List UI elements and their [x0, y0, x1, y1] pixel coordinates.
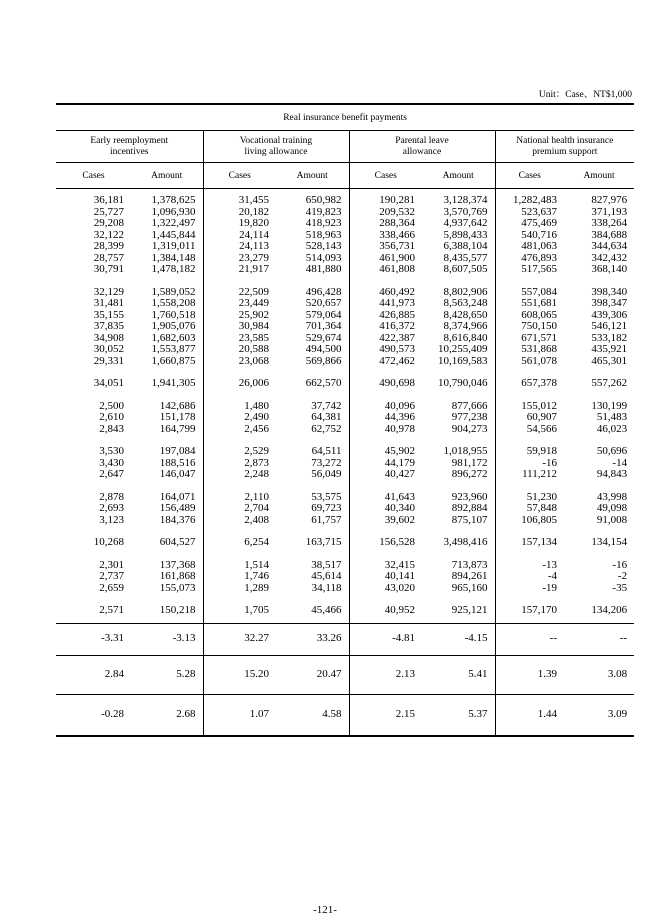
table-cell: 24,113: [203, 241, 276, 253]
table-cell: 8,607,505: [443, 263, 488, 275]
summary-row: [56, 694, 634, 736]
table-cell: 461,900: [349, 253, 422, 265]
table-row: [56, 356, 634, 368]
table-cell: 1,558,208: [151, 297, 196, 309]
table-cell: 481,880: [305, 263, 342, 275]
table-cell: 209,532: [349, 207, 422, 219]
table-cell: 46,023: [596, 422, 628, 435]
table-row: [56, 424, 634, 436]
table-cell: 2,878: [99, 490, 124, 503]
table-row: [56, 537, 634, 549]
summary-cell: -0.28: [56, 694, 131, 736]
table-cell: 40,340: [349, 503, 422, 515]
table-cell: 10,268: [93, 536, 124, 548]
table-cell: 37,742: [311, 399, 342, 412]
table-cell: 557,084: [495, 287, 564, 299]
table-cell: 94,843: [596, 468, 628, 480]
group-header: Vocational training living allowance: [203, 131, 349, 163]
column-header: Cases: [203, 163, 276, 189]
table-cell: 1,378,625: [151, 194, 196, 206]
table-cell: 40,427: [349, 469, 422, 481]
table-cell: 10,790,046: [438, 377, 488, 389]
table-cell: 4,937,642: [443, 217, 488, 229]
summary-cell: 5.41: [422, 655, 495, 694]
table-cell: 877,666: [451, 399, 488, 412]
table-cell: 150,218: [159, 604, 196, 616]
table-cell: 1,589,052: [151, 285, 196, 298]
table-row: [56, 571, 634, 583]
table-cell: 44,396: [349, 412, 422, 424]
table-cell: 34,051: [93, 377, 124, 389]
table-cell: -19: [495, 583, 564, 595]
table-cell: 31,455: [203, 195, 276, 207]
table-cell: 2,704: [203, 503, 276, 515]
table-cell: 460,492: [349, 287, 422, 299]
table-cell: -13: [495, 560, 564, 572]
table-cell: 2,571: [99, 604, 124, 616]
table-cell: 32,415: [349, 560, 422, 572]
summary-cell: 20.47: [276, 655, 349, 694]
table-cell: 151,178: [159, 411, 196, 423]
table-cell: 8,802,906: [443, 285, 488, 298]
table-cell: 60,907: [495, 412, 564, 424]
table-cell: 465,301: [591, 354, 628, 367]
table-cell: 51,483: [596, 411, 628, 423]
table-cell: 156,489: [159, 502, 196, 514]
table-cell: 827,976: [591, 194, 628, 206]
table-cell: 23,585: [203, 333, 276, 345]
table-cell: 518,963: [305, 228, 342, 241]
table-cell: 111,212: [495, 469, 564, 481]
table-cell: 2,110: [203, 492, 276, 504]
table-cell: 2,873: [203, 458, 276, 470]
table-cell: 671,571: [495, 333, 564, 345]
table-cell: 662,570: [305, 377, 342, 389]
table-cell: 20,588: [203, 344, 276, 356]
table-cell: 650,982: [305, 194, 342, 206]
table-cell: 39,602: [349, 515, 422, 527]
table-row: [56, 241, 634, 253]
table-cell: 3,570,769: [443, 205, 488, 218]
table-cell: 551,681: [495, 298, 564, 310]
table-cell: 1,282,483: [495, 195, 564, 207]
table-cell: 54,566: [495, 424, 564, 436]
table-row: [56, 605, 634, 617]
table-cell: 1,289: [203, 583, 276, 595]
table-cell: 557,262: [591, 377, 628, 389]
table-cell: 40,141: [349, 571, 422, 583]
table-cell: 925,121: [451, 604, 488, 616]
table-cell: 418,923: [305, 217, 342, 229]
summary-cell: 1.07: [203, 694, 276, 736]
table-cell: 25,727: [93, 205, 124, 218]
table-cell: 8,374,966: [443, 320, 488, 332]
summary-cell: -3.31: [56, 623, 131, 655]
table-cell: 2,490: [203, 412, 276, 424]
table-cell: 184,376: [159, 513, 196, 526]
table-row: [56, 218, 634, 230]
table-cell: 44,179: [349, 458, 422, 470]
table-cell: 30,052: [93, 343, 124, 355]
table-cell: 977,238: [451, 411, 488, 423]
summary-row: [56, 655, 634, 694]
table-cell: 3,498,416: [443, 536, 488, 548]
column-header: Cases: [349, 163, 422, 189]
table-cell: 1,941,305: [151, 377, 196, 389]
table-cell: 435,921: [591, 343, 628, 355]
summary-cell: 1.44: [495, 694, 564, 736]
summary-cell: -4.81: [349, 623, 422, 655]
table-cell: 2,737: [99, 570, 124, 582]
table-cell: 494,500: [305, 343, 342, 355]
table-cell: 1,660,875: [151, 354, 196, 367]
table-cell: 561,078: [495, 356, 564, 368]
table-cell: 3,128,374: [443, 194, 488, 206]
table-cell: 1,018,955: [443, 445, 488, 457]
table-cell: 1,746: [203, 571, 276, 583]
table-cell: 28,757: [93, 251, 124, 264]
summary-cell: 5.37: [422, 694, 495, 736]
table-cell: 23,279: [203, 253, 276, 265]
table-cell: 8,563,248: [443, 297, 488, 309]
table-cell: 342,432: [591, 251, 628, 264]
table-cell: 490,573: [349, 344, 422, 356]
table-cell: 190,281: [349, 195, 422, 207]
summary-cell: --: [564, 623, 634, 655]
table-cell: 657,378: [495, 378, 564, 390]
table-cell: 371,193: [591, 205, 628, 218]
table-cell: 134,206: [591, 604, 628, 616]
table-cell: 528,143: [305, 240, 342, 252]
table-cell: 288,364: [349, 218, 422, 230]
table-cell: 475,469: [495, 218, 564, 230]
table-cell: 130,199: [591, 399, 628, 412]
table-cell: 426,885: [349, 310, 422, 322]
summary-cell: 1.39: [495, 655, 564, 694]
table-cell: 701,364: [305, 320, 342, 332]
table-cell: 43,998: [596, 490, 628, 503]
table-cell: 142,686: [159, 399, 196, 412]
table-cell: 1,682,603: [151, 331, 196, 344]
table-cell: 64,381: [311, 411, 342, 423]
summary-cell: -4.15: [422, 623, 495, 655]
table-cell: 384,688: [591, 228, 628, 241]
group-header: Parental leave allowance: [349, 131, 495, 163]
table-cell: 476,893: [495, 253, 564, 265]
table-cell: 398,340: [591, 285, 628, 298]
table-cell: 31,481: [93, 297, 124, 309]
summary-cell: -3.13: [131, 623, 203, 655]
table-cell: 53,575: [311, 490, 342, 503]
table-cell: 73,272: [311, 456, 342, 469]
column-header: Amount: [564, 163, 634, 189]
table-cell: 50,696: [596, 445, 628, 457]
table-cell: 26,006: [203, 378, 276, 390]
table-row: [56, 298, 634, 310]
table-cell: 45,466: [311, 604, 342, 616]
table-cell: 481,063: [495, 241, 564, 253]
unit-label: Unit：Case、NT$1,000: [538, 90, 632, 100]
table-cell: 1,480: [203, 401, 276, 413]
table-cell: 21,917: [203, 264, 276, 276]
summary-cell: 33.26: [276, 623, 349, 655]
table-cell: 1,905,076: [151, 320, 196, 332]
table-cell: 155,012: [495, 401, 564, 413]
table-cell: 1,445,844: [151, 228, 196, 241]
table-cell: 1,760,518: [151, 308, 196, 321]
table-cell: 29,208: [93, 217, 124, 229]
page-number: -121-: [313, 904, 337, 916]
group-header: Early reemployment incentives: [56, 131, 203, 163]
table-cell: 37,835: [93, 320, 124, 332]
table-cell: 35,155: [93, 308, 124, 321]
table-cell: 533,182: [591, 331, 628, 344]
table-cell: 106,805: [495, 515, 564, 527]
table-cell: 2,647: [99, 468, 124, 480]
table-cell: 2,301: [99, 558, 124, 571]
table-cell: 32,122: [93, 228, 124, 241]
table-cell: 1,705: [203, 605, 276, 617]
table-row: [56, 446, 634, 458]
table-cell: 923,960: [451, 490, 488, 503]
table-cell: 2,500: [99, 399, 124, 412]
table-cell: 2,843: [99, 422, 124, 435]
summary-cell: 2.68: [131, 694, 203, 736]
table-cell: 344,634: [591, 240, 628, 252]
table-cell: 517,565: [495, 264, 564, 276]
table-cell: 2,610: [99, 411, 124, 423]
column-header: Cases: [495, 163, 564, 189]
table-row: [56, 412, 634, 424]
column-header: Amount: [422, 163, 495, 189]
table-cell: 981,172: [451, 456, 488, 469]
table-cell: 156,528: [349, 537, 422, 549]
table-cell: 422,387: [349, 333, 422, 345]
table-cell: 30,791: [93, 263, 124, 275]
column-header: Cases: [56, 163, 131, 189]
table-cell: 398,347: [591, 297, 628, 309]
table-cell: 49,098: [596, 502, 628, 514]
table-cell: 28,399: [93, 240, 124, 252]
table-cell: 23,068: [203, 356, 276, 368]
table-cell: 59,918: [495, 446, 564, 458]
table-cell: 32,129: [93, 285, 124, 298]
table-cell: 875,107: [451, 513, 488, 526]
table-cell: 490,698: [349, 378, 422, 390]
table-cell: 2,456: [203, 424, 276, 436]
table-cell: 904,273: [451, 422, 488, 435]
table-cell: 338,264: [591, 217, 628, 229]
table-cell: 368,140: [591, 263, 628, 275]
table-cell: 569,866: [305, 354, 342, 367]
table-cell: 62,752: [311, 422, 342, 435]
table-cell: 1,319,011: [151, 240, 196, 252]
benefit-payments-table: [56, 103, 634, 737]
table-cell: 523,637: [495, 207, 564, 219]
table-cell: 30,984: [203, 321, 276, 333]
column-header: Amount: [276, 163, 349, 189]
table-cell: 197,084: [159, 445, 196, 457]
summary-cell: 2.84: [56, 655, 131, 694]
summary-cell: 4.58: [276, 694, 349, 736]
table-cell: 750,150: [495, 321, 564, 333]
table-cell: 496,428: [305, 285, 342, 298]
table-row: [56, 583, 634, 595]
table-row: [56, 469, 634, 481]
table-cell: 2,248: [203, 469, 276, 481]
table-cell: 3,123: [99, 513, 124, 526]
table-cell: 146,047: [159, 468, 196, 480]
summary-row: [56, 623, 634, 655]
table-cell: -14: [612, 456, 628, 469]
table-cell: 25,902: [203, 310, 276, 322]
table-cell: -2: [617, 570, 628, 582]
table-cell: 57,848: [495, 503, 564, 515]
summary-cell: 3.09: [564, 694, 634, 736]
table-cell: 1,322,497: [151, 217, 196, 229]
table-cell: -35: [612, 581, 628, 594]
table-cell: 1,514: [203, 560, 276, 572]
table-cell: 24,114: [203, 230, 276, 242]
table-cell: 157,170: [495, 605, 564, 617]
table-cell: 45,902: [349, 446, 422, 458]
table-cell: 20,182: [203, 207, 276, 219]
table-cell: 22,509: [203, 287, 276, 299]
table-cell: -16: [495, 458, 564, 470]
table-cell: 531,868: [495, 344, 564, 356]
table-cell: 713,873: [451, 558, 488, 571]
table-cell: 45,614: [311, 570, 342, 582]
table-cell: 134,154: [591, 536, 628, 548]
table-cell: 41,643: [349, 492, 422, 504]
table-cell: 36,181: [93, 194, 124, 206]
table-cell: 164,799: [159, 422, 196, 435]
table-cell: 514,093: [305, 251, 342, 264]
table-cell: 416,372: [349, 321, 422, 333]
table-cell: 188,516: [159, 456, 196, 469]
table-cell: -4: [495, 571, 564, 583]
table-cell: 164,071: [159, 490, 196, 503]
table-cell: 2,408: [203, 515, 276, 527]
benefit-payments-table-container: [56, 103, 634, 737]
table-cell: 8,616,840: [443, 331, 488, 344]
table-cell: 43,020: [349, 583, 422, 595]
table-cell: 38,517: [311, 558, 342, 571]
table-cell: 40,096: [349, 401, 422, 413]
table-cell: 91,008: [596, 513, 628, 526]
table-cell: 19,820: [203, 218, 276, 230]
table-cell: 6,254: [203, 537, 276, 549]
group-header: National health insurance premium support: [495, 131, 634, 163]
table-cell: 3,430: [99, 456, 124, 469]
table-cell: 51,230: [495, 492, 564, 504]
table-cell: 69,723: [311, 502, 342, 514]
table-cell: 2,529: [203, 446, 276, 458]
table-row: [56, 378, 634, 390]
table-cell: 896,272: [451, 468, 488, 480]
table-row: [56, 344, 634, 356]
table-cell: 157,134: [495, 537, 564, 549]
table-row: [56, 321, 634, 333]
table-cell: 604,527: [159, 536, 196, 548]
summary-cell: 2.15: [349, 694, 422, 736]
table-cell: 61,757: [311, 513, 342, 526]
table-cell: 8,435,577: [443, 251, 488, 264]
table-cell: 529,674: [305, 331, 342, 344]
table-cell: 40,978: [349, 424, 422, 436]
table-cell: 1,384,148: [151, 251, 196, 264]
table-cell: 520,657: [305, 297, 342, 309]
table-cell: 6,388,104: [443, 240, 488, 252]
table-cell: 546,121: [591, 320, 628, 332]
table-row: [56, 503, 634, 515]
table-cell: 1,478,182: [151, 263, 196, 275]
table-cell: 137,368: [159, 558, 196, 571]
table-cell: 10,255,409: [438, 343, 488, 355]
summary-cell: 3.08: [564, 655, 634, 694]
table-cell: 356,731: [349, 241, 422, 253]
summary-cell: 15.20: [203, 655, 276, 694]
super-header: Real insurance benefit payments: [56, 104, 634, 131]
table-cell: 965,160: [451, 581, 488, 594]
table-cell: 894,261: [451, 570, 488, 582]
table-cell: 441,973: [349, 298, 422, 310]
table-cell: 34,908: [93, 331, 124, 344]
table-cell: 8,428,650: [443, 308, 488, 321]
column-header: Amount: [131, 163, 203, 189]
table-cell: 419,823: [305, 205, 342, 218]
table-cell: 2,693: [99, 502, 124, 514]
table-cell: 472,462: [349, 356, 422, 368]
table-cell: 2,659: [99, 581, 124, 594]
table-cell: 29,331: [93, 354, 124, 367]
table-row: [56, 515, 634, 527]
table-cell: 155,073: [159, 581, 196, 594]
table-cell: 3,530: [99, 445, 124, 457]
table-cell: 10,169,583: [438, 354, 488, 367]
table-cell: 608,065: [495, 310, 564, 322]
table-cell: 34,118: [311, 581, 342, 594]
table-cell: -16: [612, 558, 628, 571]
table-cell: 161,868: [159, 570, 196, 582]
table-row: [56, 264, 634, 276]
table-cell: 338,466: [349, 230, 422, 242]
table-cell: 439,306: [591, 308, 628, 321]
table-row: [56, 195, 634, 207]
summary-cell: 5.28: [131, 655, 203, 694]
table-cell: 1,553,877: [151, 343, 196, 355]
table-cell: 1,096,930: [151, 205, 196, 218]
table-cell: 5,898,433: [443, 228, 488, 241]
table-cell: 540,716: [495, 230, 564, 242]
summary-cell: 32.27: [203, 623, 276, 655]
table-cell: 163,715: [305, 536, 342, 548]
table-cell: 579,064: [305, 308, 342, 321]
table-cell: 892,884: [451, 502, 488, 514]
table-cell: 40,952: [349, 605, 422, 617]
summary-cell: 2.13: [349, 655, 422, 694]
table-cell: 64,511: [311, 445, 342, 457]
table-cell: 23,449: [203, 298, 276, 310]
summary-cell: --: [495, 623, 564, 655]
table-cell: 461,808: [349, 264, 422, 276]
table-cell: 56,049: [311, 468, 342, 480]
